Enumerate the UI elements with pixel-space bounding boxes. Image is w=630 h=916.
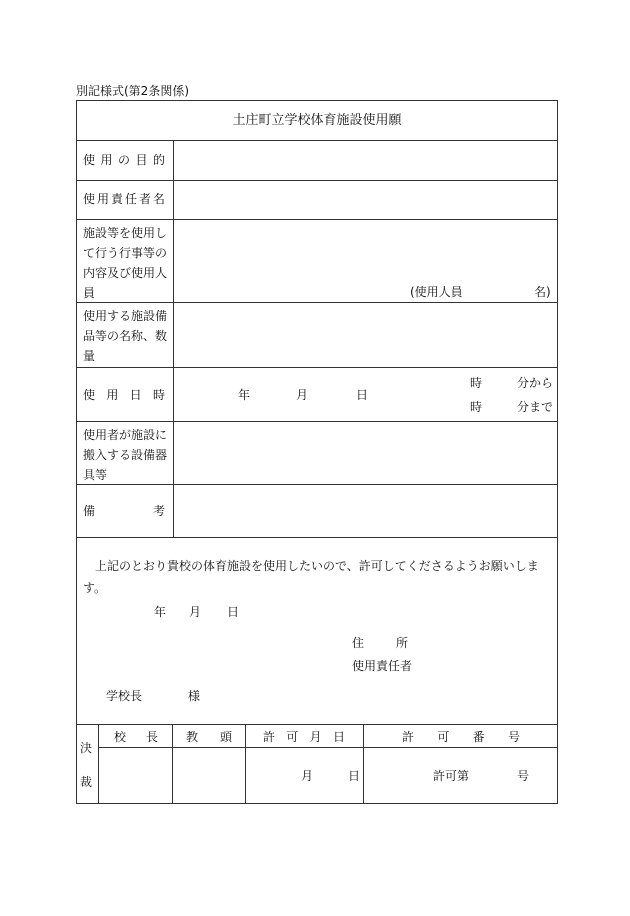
approval-col-divider	[172, 724, 173, 804]
responsible-name-label: 使 用 責 任 者 名	[83, 192, 165, 206]
row-divider	[76, 421, 558, 422]
request-month-label: 月	[189, 605, 202, 619]
remarks-label: 備 考	[83, 504, 165, 518]
permit-date-label: 許 可 月 日	[263, 730, 345, 744]
datetime-label: 使 用 日 時	[83, 388, 165, 402]
responsible-person-label: 使用責任者	[352, 659, 413, 673]
approval-col-divider	[245, 724, 246, 804]
attendees-suffix: 名)	[534, 285, 551, 299]
permit-day-label: 日	[348, 769, 361, 783]
attendees-prefix: (使用人員	[410, 285, 463, 299]
request-statement: 上記のとおり貴校の体育施設を使用したいので、許可してくださるようお願いします。	[83, 559, 539, 595]
event-label: 施設等を使用して行う行事等の内容及び使用人員	[83, 226, 168, 300]
equipment-label: 使用する施設備品等の名称、数量	[83, 309, 168, 363]
address-label: 住 所	[352, 636, 408, 650]
end-hour-label: 時	[470, 400, 483, 414]
year-label: 年	[238, 388, 251, 402]
row-divider	[76, 140, 558, 141]
purpose-label: 使 用 の 目 的	[83, 153, 165, 167]
approval-col-divider	[363, 724, 364, 804]
month-label: 月	[296, 388, 309, 402]
approval-vice-principal-label: 教 頭	[186, 730, 232, 744]
start-hour-label: 時	[470, 376, 483, 390]
label-column-divider	[173, 140, 174, 538]
form-label: 別記様式(第2条関係)	[76, 84, 189, 98]
honorific-label: 様	[188, 689, 201, 703]
decision-label-2: 裁	[80, 775, 93, 789]
day-label: 日	[356, 388, 369, 402]
permit-no-suffix: 号	[517, 769, 530, 783]
brought-equipment-label: 使用者が施設に搬入する設備器具等	[83, 428, 168, 482]
row-divider	[76, 219, 558, 220]
approval-header-divider	[98, 747, 558, 748]
request-year-label: 年	[154, 605, 167, 619]
start-minute-label: 分から	[517, 376, 554, 390]
permit-no-prefix: 許可第	[433, 769, 470, 783]
permit-number-label: 許 可 番 号	[402, 730, 520, 744]
approval-col-divider	[98, 724, 99, 804]
row-divider	[76, 180, 558, 181]
decision-label-1: 決	[80, 741, 93, 755]
approval-principal-label: 校 長	[114, 730, 158, 744]
form-title: 土庄町立学校体育施設使用願	[232, 113, 402, 128]
row-divider	[76, 367, 558, 368]
request-day-label: 日	[227, 605, 240, 619]
end-minute-label: 分まで	[517, 400, 554, 414]
principal-addressee: 学校長	[106, 689, 143, 703]
permit-month-label: 月	[301, 769, 314, 783]
